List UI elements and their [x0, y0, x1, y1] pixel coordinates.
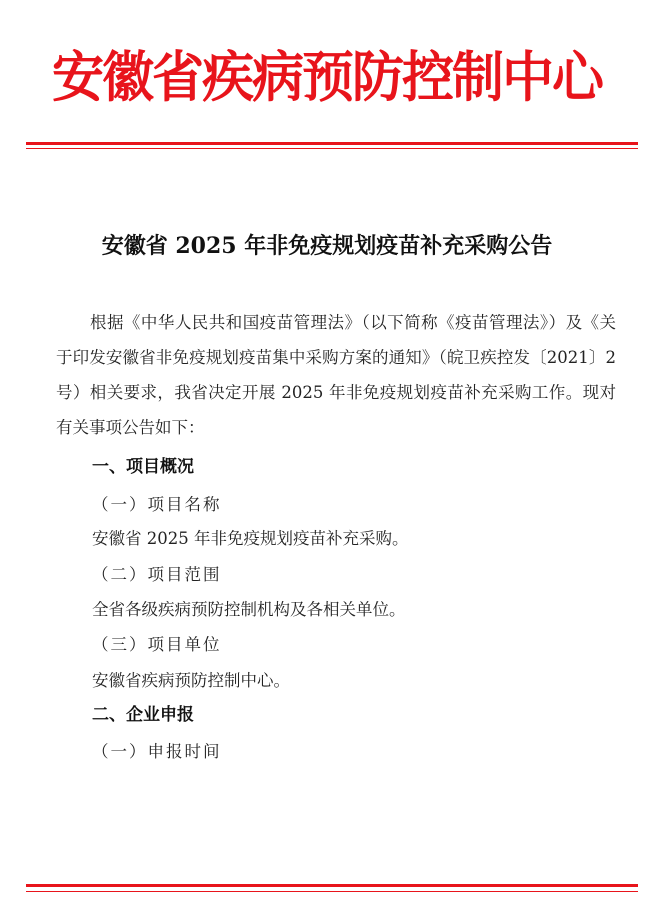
footer-rule-thick — [26, 884, 638, 887]
subsection-heading — [92, 627, 222, 662]
subsection-heading-text: （三）项目单位 — [92, 635, 222, 654]
section-heading: 二、企业申报 — [92, 705, 194, 725]
subsection-heading-text: （一）申报时间 — [92, 742, 222, 761]
subsection-heading — [92, 487, 222, 522]
subsection-heading — [92, 557, 222, 592]
subsection-text: 全省各级疾病预防控制机构及各相关单位。 — [92, 600, 406, 619]
section-heading: 一、项目概况 — [92, 457, 194, 477]
subsection-heading-text: （二）项目范围 — [92, 565, 222, 584]
subsection-heading-text: （一）项目名称 — [92, 495, 222, 514]
footer-rule-thin — [26, 891, 638, 892]
subsection-heading — [92, 734, 222, 769]
subsection-text: 安徽省疾病预防控制中心。 — [92, 671, 290, 690]
header-rule-thin — [26, 148, 638, 149]
document-title: 安徽省 2025 年非免疫规划疫苗补充采购公告 — [101, 233, 553, 259]
header-rule-thick — [26, 142, 638, 145]
subsection-text: 安徽省 2025 年非免疫规划疫苗补充采购。 — [92, 529, 409, 548]
intro-paragraph: 根据《中华人民共和国疫苗管理法》（以下简称《疫苗管理法》）及《关于印发安徽省非免疫规划疫苗集中采购方案的通知》（皖卫疾控发〔2021〕2 号）相关要求，我省决定开展 2025 年非免疫规划疫苗补充采购工作。现对有关事项公告如下： — [56, 313, 616, 437]
organization-header: 安徽省疾病预防控制中心 — [51, 45, 602, 110]
